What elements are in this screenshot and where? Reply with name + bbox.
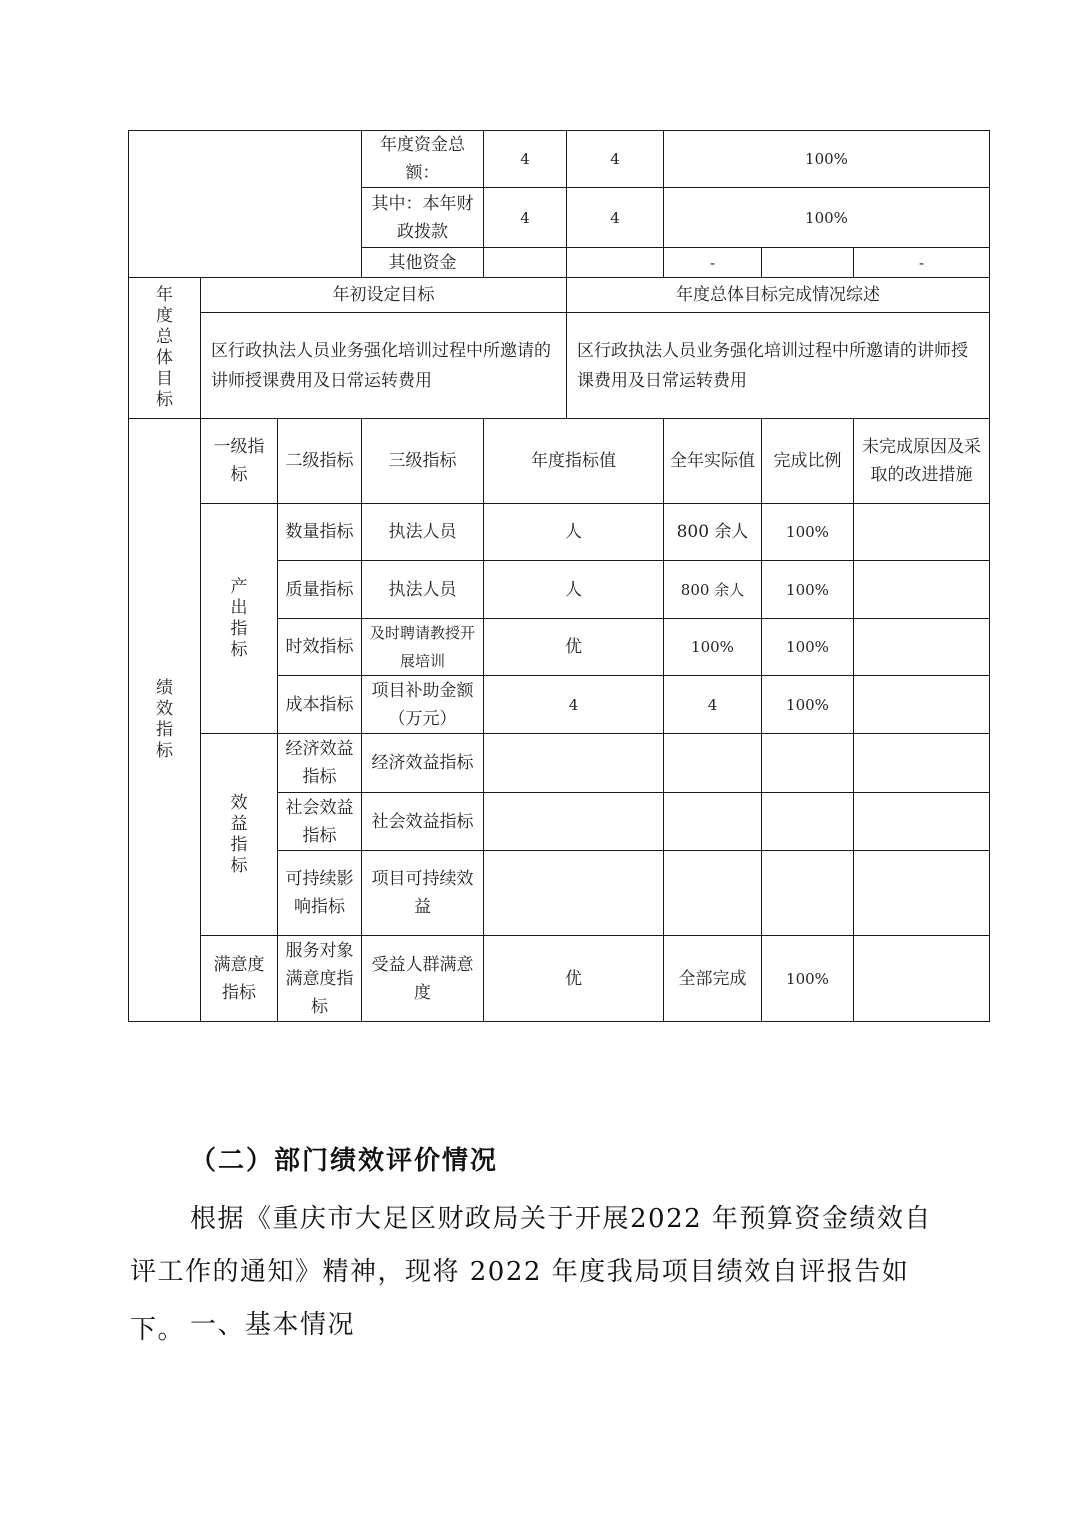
row-rate: 100% bbox=[786, 580, 829, 599]
output-indicator-label bbox=[201, 504, 277, 733]
row-level2: 成本指标 bbox=[285, 694, 354, 715]
row-actual: 800 余人 bbox=[680, 580, 745, 599]
funds-other-dash-2: - bbox=[918, 253, 925, 272]
row-level2: 数量指标 bbox=[285, 522, 354, 542]
header-level1: 一级指标 bbox=[213, 437, 265, 485]
overall-goal-char: 年 bbox=[156, 285, 173, 305]
overall-goal-char: 目 bbox=[156, 369, 173, 389]
row-target: 优 bbox=[565, 968, 582, 989]
row-rate: 100% bbox=[786, 638, 829, 656]
funds-other-label: 其他资金 bbox=[388, 252, 457, 273]
funds-total-budget: 4 bbox=[520, 150, 530, 168]
header-level3: 三级指标 bbox=[388, 451, 457, 471]
perf-label-char: 绩 bbox=[156, 678, 173, 698]
row-level3: 经济效益指标 bbox=[371, 753, 474, 773]
row-actual: 800 余人 bbox=[676, 522, 749, 542]
paragraph-line: 根据《重庆市大足区财政局关于开展2022 年预算资金绩效自 bbox=[190, 1204, 932, 1234]
initial-goal-text: 区行政执法人员业务强化培训过程中所邀请的讲师授课费用及日常运转费用 bbox=[211, 340, 551, 391]
benefit-label-char: 指 bbox=[230, 834, 248, 855]
header-level2: 二级指标 bbox=[285, 451, 354, 471]
header-reason: 未完成原因及采取的改进措施 bbox=[862, 437, 981, 485]
header-target: 年度指标值 bbox=[531, 451, 616, 471]
row-target: 优 bbox=[565, 637, 582, 657]
row-level3: 及时聘请教授开展培训 bbox=[369, 624, 475, 670]
summary-goal-header: 年度总体目标完成情况综述 bbox=[676, 285, 880, 305]
benefit-indicator-label bbox=[201, 734, 277, 935]
row-level2: 经济效益指标 bbox=[285, 739, 354, 787]
row-level2: 社会效益指标 bbox=[285, 797, 354, 846]
funds-total-label: 年度资金总额： bbox=[380, 135, 465, 183]
funds-total-actual: 4 bbox=[610, 150, 620, 168]
row-level3: 社会效益指标 bbox=[371, 811, 474, 832]
funds-total-rate: 100% bbox=[805, 150, 848, 168]
funds-fiscal-budget: 4 bbox=[520, 208, 530, 227]
benefit-label-char: 标 bbox=[230, 855, 248, 876]
perf-row-label bbox=[129, 419, 200, 1021]
row-actual: 全部完成 bbox=[678, 968, 747, 989]
output-label-char: 指 bbox=[230, 618, 248, 639]
output-label-char: 标 bbox=[230, 639, 248, 660]
row-actual: 100% bbox=[691, 638, 734, 656]
overall-goal-char: 度 bbox=[156, 306, 173, 326]
funds-fiscal-label: 其中：本年财政拨款 bbox=[371, 193, 474, 242]
row-level2: 可持续影响指标 bbox=[285, 869, 354, 917]
row-level3: 项目补助金额（万元） bbox=[371, 680, 474, 729]
funds-fiscal-rate: 100% bbox=[805, 208, 848, 227]
perf-label-char: 效 bbox=[156, 699, 173, 719]
row-target: 4 bbox=[568, 695, 579, 714]
overall-goal-char: 总 bbox=[156, 327, 173, 347]
funds-other-dash-1: - bbox=[709, 253, 716, 272]
row-target: 人 bbox=[565, 522, 582, 542]
row-level2: 时效指标 bbox=[285, 637, 354, 657]
row-rate: 100% bbox=[786, 523, 829, 541]
paragraph-line: 评工作的通知》精神，现将 2022 年度我局项目绩效自评报告如下。 bbox=[130, 1257, 910, 1345]
row-rate: 100% bbox=[786, 695, 829, 714]
row-actual: 4 bbox=[707, 695, 718, 714]
output-label-char: 出 bbox=[230, 597, 248, 618]
summary-goal-text: 区行政执法人员业务强化培训过程中所邀请的讲师授课费用及日常运转费用 bbox=[577, 340, 968, 391]
funds-fiscal-actual: 4 bbox=[610, 208, 620, 227]
header-rate: 完成比例 bbox=[773, 451, 842, 471]
row-level2: 质量指标 bbox=[285, 579, 354, 600]
paragraph-subheading: 一、基本情况 bbox=[190, 1310, 356, 1340]
output-label-char: 产 bbox=[230, 576, 248, 597]
row-level2: 服务对象满意度指标 bbox=[285, 940, 354, 1017]
benefit-label-char: 益 bbox=[230, 813, 248, 834]
initial-goal-header: 年初设定目标 bbox=[332, 285, 435, 305]
row-level3: 项目可持续效益 bbox=[371, 869, 474, 917]
row-target: 人 bbox=[565, 579, 582, 600]
overall-goal-char: 体 bbox=[156, 348, 173, 368]
row-rate: 100% bbox=[786, 969, 829, 988]
perf-label-char: 指 bbox=[156, 720, 173, 740]
row-level3: 执法人员 bbox=[388, 579, 457, 600]
satisfaction-indicator-label: 满意度指标 bbox=[213, 954, 265, 1003]
benefit-label-char: 效 bbox=[230, 792, 248, 813]
perf-label-char: 标 bbox=[156, 741, 173, 761]
section-heading: （二）部门绩效评价情况 bbox=[190, 1146, 499, 1176]
row-level3: 受益人群满意度 bbox=[371, 954, 474, 1003]
overall-goal-row-label bbox=[129, 278, 200, 418]
header-actual: 全年实际值 bbox=[670, 451, 755, 471]
overall-goal-char: 标 bbox=[156, 390, 173, 410]
row-level3: 执法人员 bbox=[388, 522, 457, 542]
